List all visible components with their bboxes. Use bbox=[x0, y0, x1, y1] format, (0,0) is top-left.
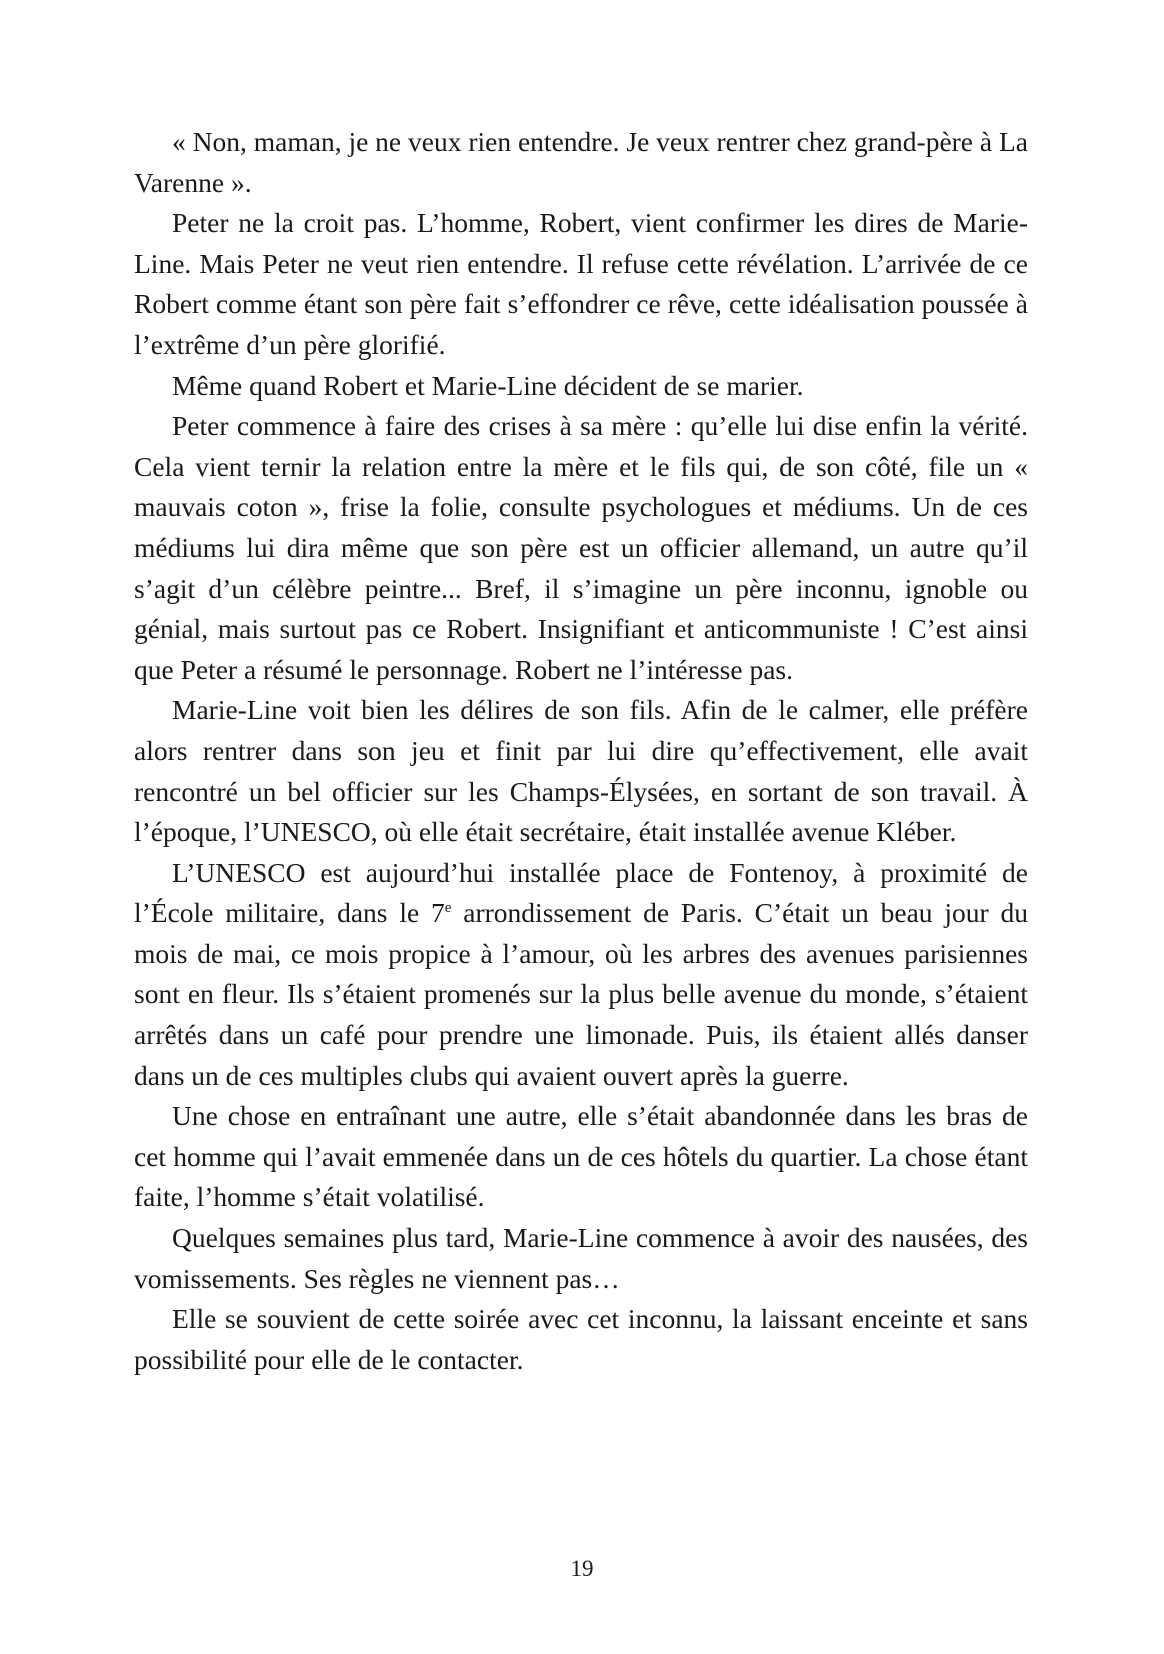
paragraph-8: Quelques semaines plus tard, Marie-Line commence à avoir des nausées, des vomissements. Ses règles ne viennent pas… bbox=[134, 1222, 1028, 1294]
paragraph-6 bbox=[134, 853, 1028, 1097]
paragraph-6-part-2: arrondissement de Paris. C’était un beau jour du mois de mai, ce mois propice à l’amour, où les arbres des avenues parisiennes sont en fleur. Ils s’étaient promenés sur la plus belle avenue du monde, s’étaient arrêtés dans un café pour prendre une limonade. Puis, ils étaient allés danser dans un de ces multiples clubs qui avaient ouvert après la guerre. bbox=[134, 897, 1028, 1091]
paragraph-6-part-1: L’UNESCO est aujourd’hui installée place de Fontenoy, à proximité de l’École militaire, dans le 7 bbox=[134, 856, 1028, 929]
page-number: 19 bbox=[570, 1556, 594, 1581]
paragraph-2: Peter ne la croit pas. L’homme, Robert, vient confirmer les dires de Marie-Line. Mais Peter ne veut rien entendre. Il refuse cette révélation. L’arrivée de ce Robert comme étant son père fait s’effondrer ce rêve, cette idéalisation poussée à l’extrême d’un père glorifié. bbox=[134, 207, 1028, 360]
paragraph-9: Elle se souvient de cette soirée avec cet inconnu, la laissant enceinte et sans possibilité pour elle de le contacter. bbox=[134, 1303, 1028, 1375]
ordinal-superscript: e bbox=[444, 900, 452, 917]
paragraph-1: « Non, maman, je ne veux rien entendre. Je veux rentrer chez grand-père à La Varenne ». bbox=[134, 126, 1028, 198]
paragraph-7: Une chose en entraînant une autre, elle s’était abandonnée dans les bras de cet homme qui l’avait emmenée dans un de ces hôtels du quartier. La chose étant faite, l’homme s’était volatilisé. bbox=[134, 1100, 1028, 1213]
paragraph-5: Marie-Line voit bien les délires de son fils. Afin de le calmer, elle préfère alors rentrer dans son jeu et finit par lui dire qu’effectivement, elle avait rencontré un bel officier sur les Champs-Élysées, en sortant de son travail. À l’époque, l’UNESCO, où elle était secrétaire, était installée avenue Kléber. bbox=[134, 694, 1028, 848]
paragraph-3: Même quand Robert et Marie-Line décident de se marier. bbox=[172, 369, 804, 401]
body-text bbox=[134, 122, 1028, 1380]
paragraph-4: Peter commence à faire des crises à sa mère : qu’elle lui dise enfin la vérité. Cela vient ternir la relation entre la mère et le fils qui, de son côté, file un « mauvais coton », frise la folie, consulte psychologues et médiums. Un de ces médiums lui dira même que son père est un officier allemand, un autre qu’il s’agit d’un célèbre peintre... Bref, il s’imagine un père inconnu, ignoble ou génial, mais surtout pas ce Robert. Insignifiant et anticommuniste ! C’est ainsi que Peter a résumé le personnage. Robert ne l’intéresse pas. bbox=[134, 410, 1028, 685]
